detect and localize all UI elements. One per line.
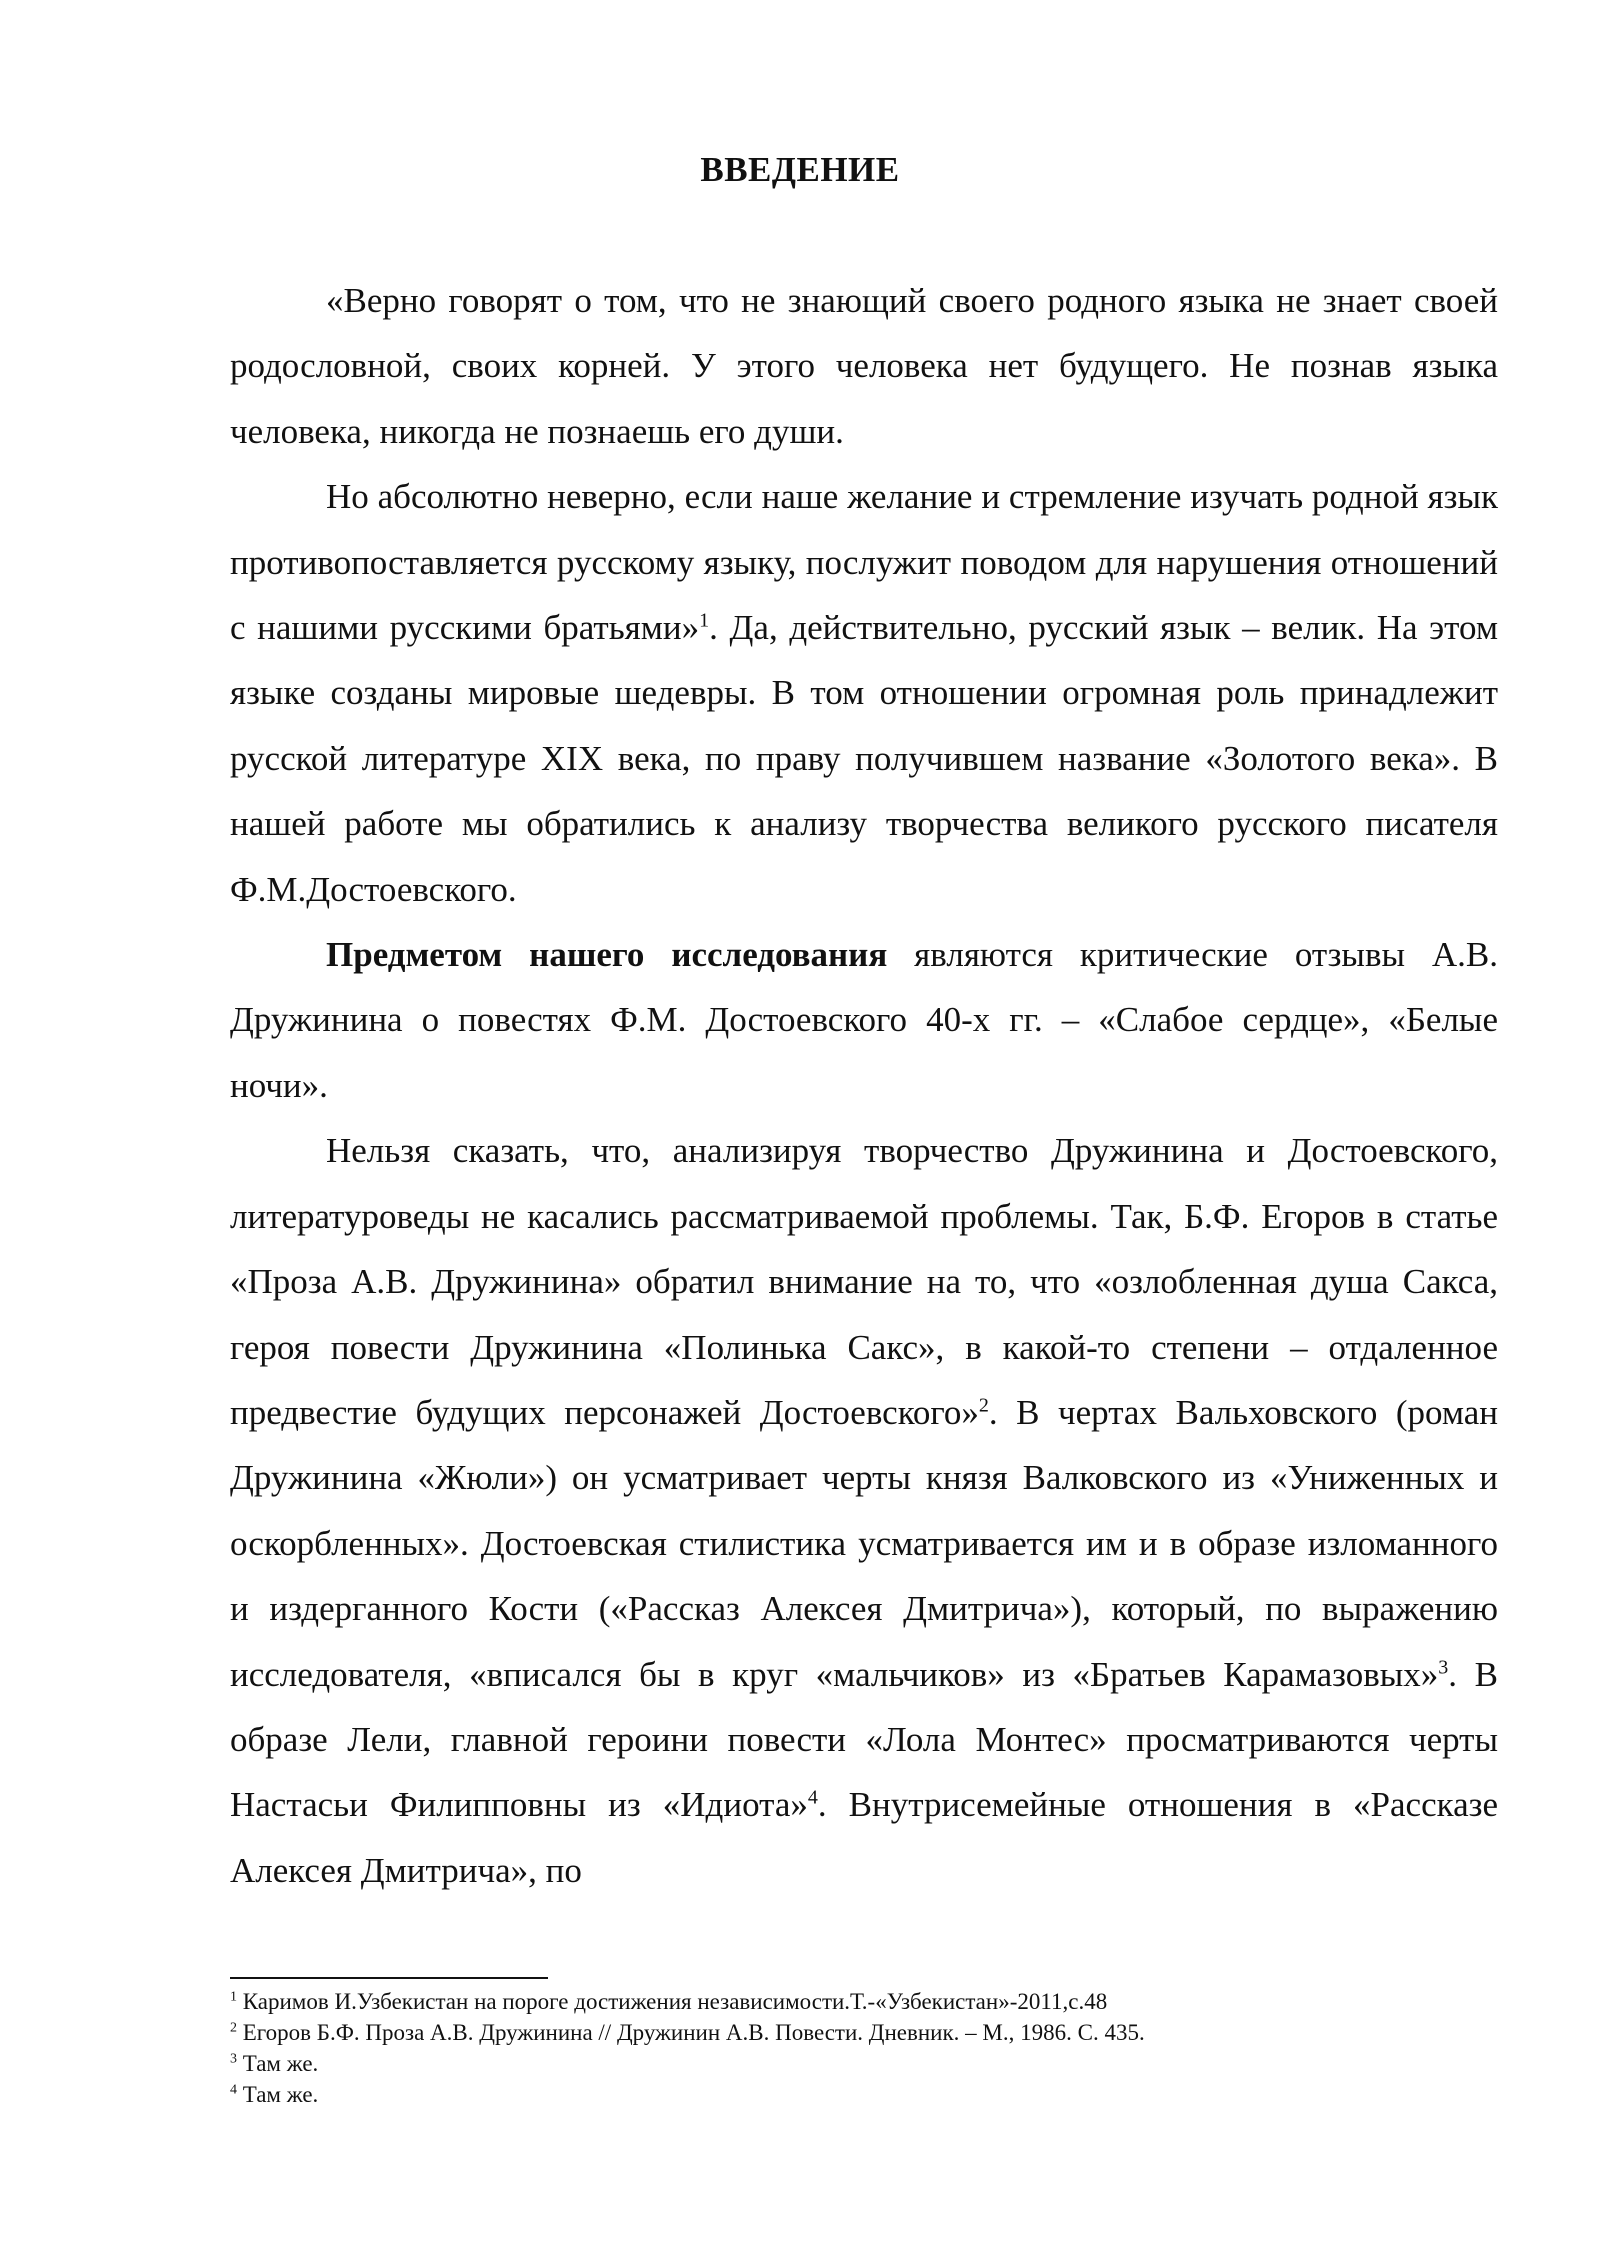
footnote-3-number: 3 bbox=[230, 2051, 237, 2067]
footnote-1-text: Каримов И.Узбекистан на пороге достижения независимости.Т.-«Узбекистан»-2011,с.48 bbox=[237, 1989, 1108, 2014]
paragraph-2-text-b: . Да, действительно, русский язык – велик. На этом языке созданы мировые шедевры. В том отношении огромная роль принадлежит русской литературе XIX века, по праву получившем название «Золотого века». В нашей работе мы обратились к анализу творчества великого русского писателя Ф.М.Достоевского. bbox=[230, 608, 1498, 909]
paragraph-1-text: «Верно говорят о том, что не знающий своего родного языка не знает своей родословной, своих корней. У этого человека нет будущего. Не познав языка человека, никогда не познаешь его души. bbox=[230, 281, 1498, 451]
paragraph-1 bbox=[230, 268, 1498, 464]
footnote-ref-1[interactable]: 1 bbox=[699, 609, 710, 632]
paragraph-4-text-d: . Внутрисемейные отношения в «Рассказе Алексея Дмитрича», по bbox=[230, 1785, 1498, 1890]
footnote-3 bbox=[230, 2048, 1498, 2079]
footnote-ref-2[interactable]: 2 bbox=[978, 1394, 989, 1417]
footnote-2-text: Егоров Б.Ф. Проза А.В. Дружинина // Дружинин А.В. Повести. Дневник. – М., 1986. С. 435. bbox=[237, 2020, 1145, 2045]
paragraph-4-text-b: . В чертах Вальховского (роман Дружинина «Жюли») он усматривает черты князя Валковского из «Униженных и оскорбленных». Достоевская стилистика усматривается им и в образе изломанного и издерганного Кости («Рассказ Алексея Дмитрича»), который, по выражению исследователя, «вписался бы в круг «мальчиков» из «Братьев Карамазовых» bbox=[230, 1392, 1498, 1694]
research-subject-bold: Предметом нашего исследования bbox=[326, 935, 888, 975]
paragraph-3 bbox=[230, 922, 1498, 1118]
footnote-4-text: Там же. bbox=[237, 2082, 319, 2107]
paragraph-4-text-c: . В образе Лели, главной героини повести «Лола Монтес» просматриваются черты Настасьи Филипповны из «Идиота» bbox=[230, 1654, 1498, 1825]
footnote-1-number: 1 bbox=[230, 1989, 237, 2005]
paragraph-4 bbox=[230, 1118, 1498, 1903]
page-title: ВВЕДЕНИЕ bbox=[700, 150, 900, 189]
footnote-ref-4[interactable]: 4 bbox=[807, 1786, 818, 1809]
paragraph-4-text-a: Нельзя сказать, что, анализируя творчество Дружинина и Достоевского, литературоведы не касались рассматриваемой проблемы. Так, Б.Ф. Егоров в статье «Проза А.В. Дружинина» обратил внимание на то, что «озлобленная душа Сакса, героя повести Дружинина «Полинька Сакс», в какой-то степени – отдаленное предвестие будущих персонажей Достоевского» bbox=[230, 1131, 1498, 1432]
paragraph-2 bbox=[230, 464, 1498, 922]
body-text bbox=[230, 268, 1498, 1903]
footnote-2-number: 2 bbox=[230, 2020, 237, 2036]
footnote-separator bbox=[230, 1977, 548, 1979]
footnote-4 bbox=[230, 2079, 1498, 2110]
footnote-2 bbox=[230, 2017, 1498, 2048]
footnote-ref-3[interactable]: 3 bbox=[1438, 1655, 1449, 1678]
footnotes bbox=[230, 1986, 1498, 2110]
footnote-4-number: 4 bbox=[230, 2082, 237, 2098]
paragraph-2-text-a: Но абсолютно неверно, если наше желание и стремление изучать родной язык противопоставляется русскому языку, послужит поводом для нарушения отношений с нашими русскими братьями» bbox=[230, 477, 1498, 648]
footnote-3-text: Там же. bbox=[237, 2051, 319, 2076]
paragraph-3-text: являются критические отзывы А.В. Дружинина о повестях Ф.М. Достоевского 40-х гг. – «Слабое сердце», «Белые ночи». bbox=[230, 935, 1499, 1105]
footnote-1 bbox=[230, 1986, 1498, 2017]
